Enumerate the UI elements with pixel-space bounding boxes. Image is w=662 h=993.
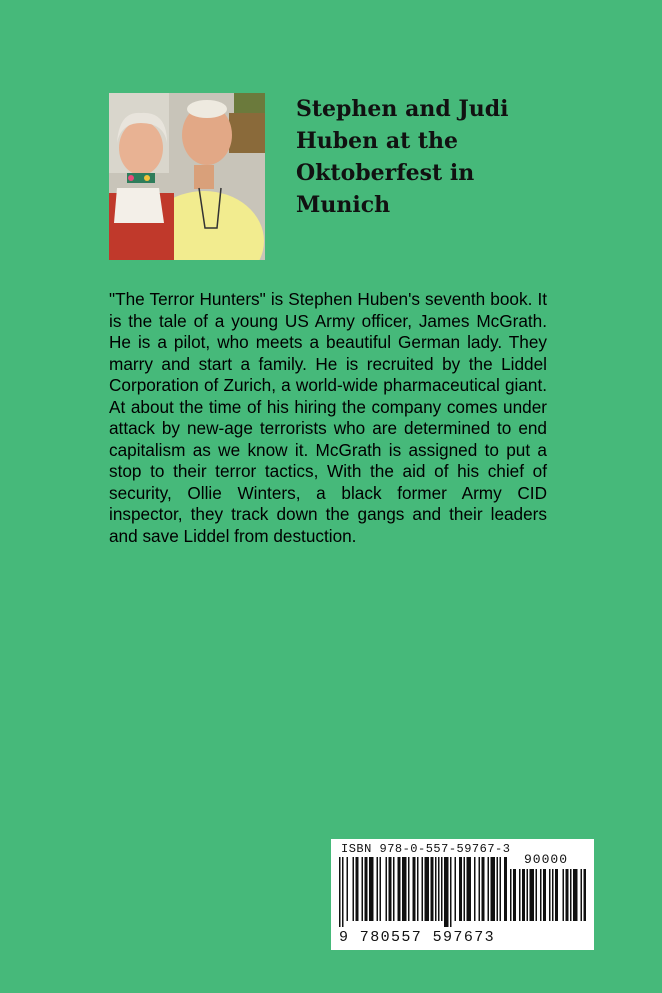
barcode-bars	[339, 857, 507, 929]
isbn-barcode	[331, 839, 594, 950]
barcode-digits: 9 780557 597673	[339, 929, 496, 946]
isbn-label: ISBN 978-0-557-59767-3	[341, 842, 511, 856]
photo-caption: Stephen and Judi Huben at the Oktoberfest in Munich	[296, 96, 509, 218]
author-photo-image	[109, 93, 265, 260]
addon-barcode-bars	[510, 869, 586, 929]
price-code: 90000	[524, 852, 569, 867]
book-description: "The Terror Hunters" is Stephen Huben's seventh book. It is the tale of a young US Army officer, James McGrath. He is a pilot, who meets a beautiful German lady. They marry and start a family. He is recruited by the Liddel Corporation of Zurich, a world-wide pharmaceutical giant. At about the time of his hiring the company comes under attack by new-age terrorists who are determined to end capitalism as we know it. McGrath is assigned to put a stop to their terror tactics, With the aid of his chief of security, Ollie Winters, a black former Army CID inspector, they track down the gangs and their leaders and save Liddel from destuction.	[109, 289, 547, 546]
author-photo	[109, 93, 265, 260]
